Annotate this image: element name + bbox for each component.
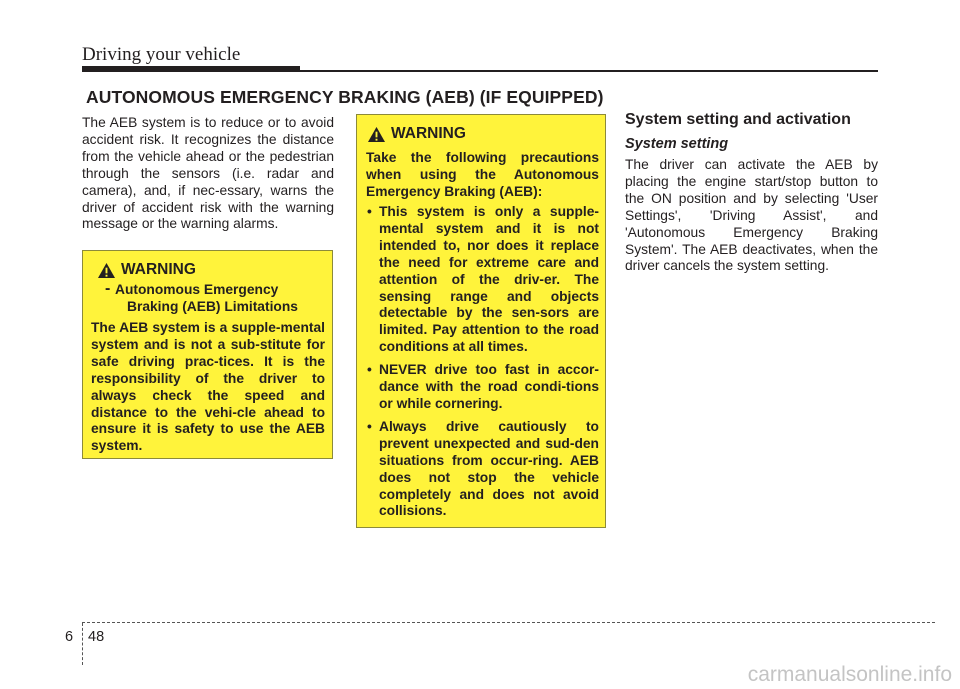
footer-rule [82, 622, 935, 623]
warning-label: WARNING [121, 261, 196, 278]
warning-subtitle-line2: Braking (AEB) Limitations [127, 299, 298, 314]
list-item [366, 362, 599, 413]
warning-header [97, 261, 196, 279]
intro-paragraph: The AEB system is to reduce or to avoid accident risk. It recognizes the distance from the vehicle ahead or the pedestrian through the sensors (i.e. radar and camera), and, if nec-essary, warns the driver of accident risk with the warning message or the warning alarms. [82, 115, 334, 232]
section-title: AUTONOMOUS EMERGENCY BRAKING (AEB) (IF EQUIPPED) [86, 87, 604, 107]
warning-label: WARNING [391, 125, 466, 142]
footer-divider [82, 623, 83, 665]
warning-triangle-icon [97, 262, 116, 279]
warning-intro: Take the following precautions when using the Autonomous Emergency Braking (AEB): [366, 150, 599, 199]
warning-box-precautions [356, 114, 606, 528]
warning-subtitle-line1: Autonomous Emergency [115, 282, 279, 297]
warning-box-limitations [82, 250, 333, 459]
warning-subtitle [105, 281, 325, 315]
watermark-link[interactable]: carmanualsonline.info [747, 663, 952, 686]
bullet-icon: • [367, 418, 372, 434]
page-number: 48 [88, 629, 105, 645]
warning-list [366, 204, 599, 526]
warning-subtitle-dash: - [105, 280, 111, 297]
list-item [366, 204, 599, 356]
header-title: Driving your vehicle [82, 44, 241, 65]
page-chapter: 6 [65, 629, 74, 645]
setting-heading: System setting and activation [625, 111, 851, 128]
list-item [366, 419, 599, 520]
warning-header [367, 125, 466, 143]
list-item-text: Always drive cautiously to prevent unexpected and sud-den situations from occur-ring. AEB does not stop the vehicle completely and does not avoid collisions. [379, 418, 599, 519]
setting-subheading: System setting [625, 136, 729, 152]
warning-body: The AEB system is a supple-mental system and is not a sub-stitute for safe driving prac-tices. It is the responsibility of the driver to always check the speed and distance to the vehi-cle ahead to ensure it is safety to use the AEB system. [91, 320, 325, 454]
setting-paragraph: The driver can activate the AEB by placing the engine start/stop button to the ON position and by selecting 'User Settings', 'Driving Assist', and 'Autonomous Emergency Braking System'. The AEB deactivates, when the driver cancels the system setting. [625, 157, 878, 274]
list-item-text: This system is only a supple-mental system and it is not intended to, nor does it replace the need for extreme care and attention of the driv-er. The sensing range and objects detectable by the sen-sors are limited. Pay attention to the road conditions at all times. [379, 204, 599, 355]
list-item-text: NEVER drive too fast in accor-dance with the road condi-tions or while cornering. [379, 362, 599, 411]
header-rule-thin [300, 70, 878, 72]
bullet-icon: • [367, 204, 372, 219]
header-rule-thick [82, 66, 300, 72]
warning-triangle-icon [367, 126, 386, 143]
bullet-icon: • [367, 362, 372, 378]
